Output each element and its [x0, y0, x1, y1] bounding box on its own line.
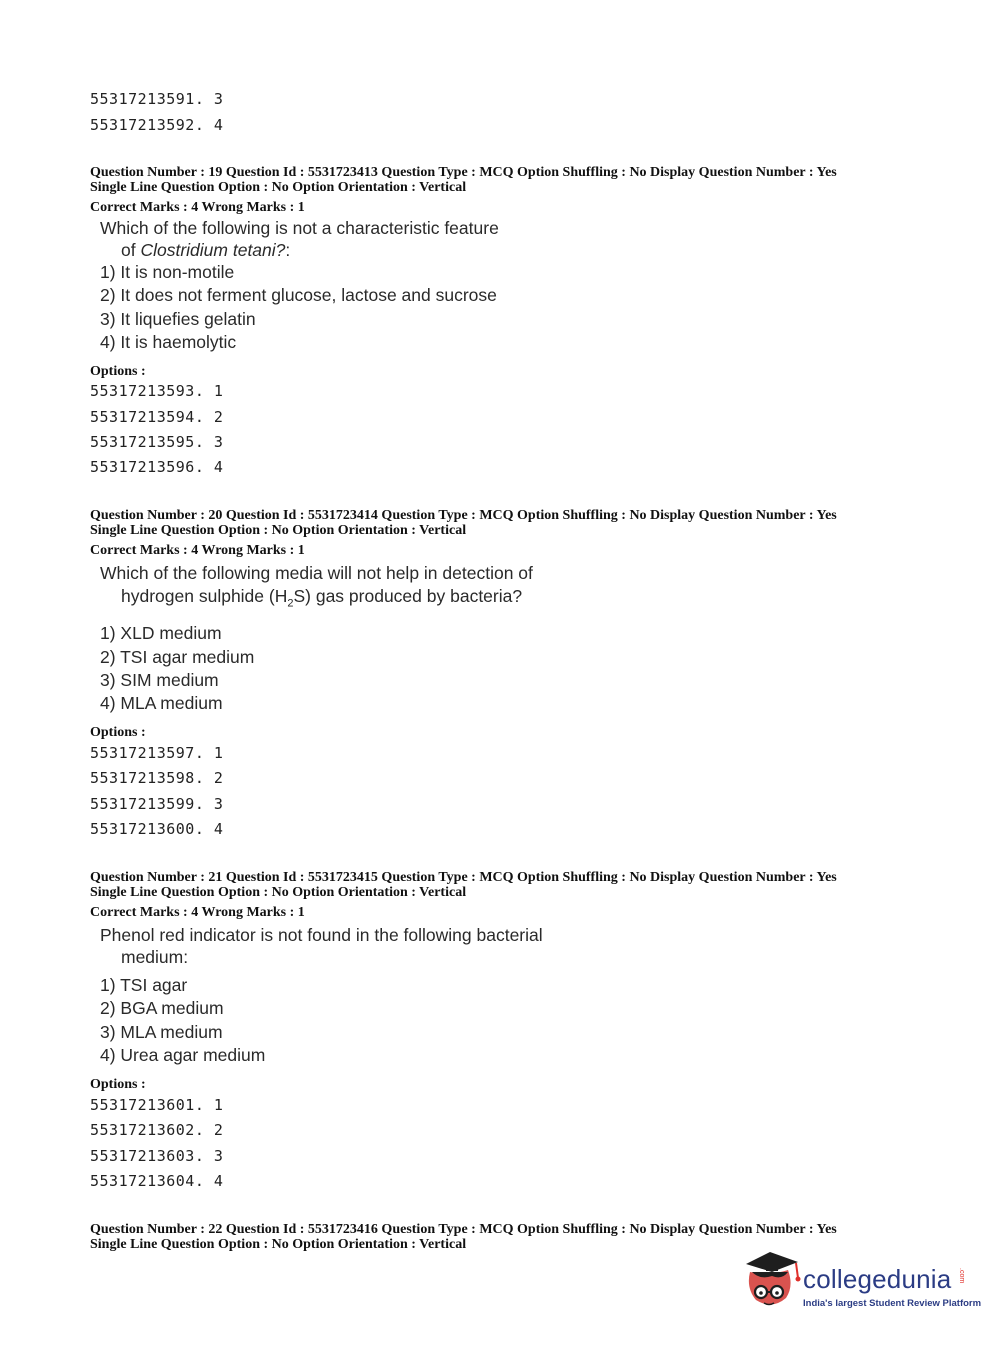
- option-line: 55317213593. 1: [90, 382, 224, 400]
- options-label: Options :: [90, 1077, 146, 1092]
- option-line: 55317213604. 4: [90, 1172, 224, 1190]
- logo-tagline: India's largest Student Review Platform: [803, 1298, 982, 1309]
- choice-item: 4) Urea agar medium: [100, 1045, 266, 1065]
- choice-item: 2) It does not ferment glucose, lactose and sucrose: [100, 285, 497, 305]
- choice-item: 4) It is haemolytic: [100, 332, 237, 352]
- question-marks: Correct Marks : 4 Wrong Marks : 1: [90, 200, 305, 215]
- question-text-line2: hydrogen sulphide $(H_2S)$ gas produced by bacteria?: [121, 586, 523, 610]
- option-line: 55317213598. 2: [90, 769, 224, 787]
- option-line: 55317213599. 3: [90, 795, 224, 813]
- question-meta-line1: Question Number : 20 Question Id : 5531723414 Question Type : MCQ Option Shuffling : No Display Question Number : Yes: [90, 508, 837, 523]
- option-line: 55317213602. 2: [90, 1121, 224, 1139]
- option-line: 55317213592. 4: [90, 116, 224, 134]
- question-meta-line2: Single Line Question Option : No Option Orientation : Vertical: [90, 180, 467, 195]
- question-meta-line2: Single Line Question Option : No Option Orientation : Vertical: [90, 1237, 467, 1252]
- choice-item: 1) It is non-motile: [100, 262, 235, 282]
- question-meta-line1: Question Number : 19 Question Id : 5531723413 Question Type : MCQ Option Shuffling : No Display Question Number : Yes: [90, 165, 837, 180]
- choice-item: 1) XLD medium: [100, 623, 222, 643]
- question-meta-line2: Single Line Question Option : No Option Orientation : Vertical: [90, 523, 467, 538]
- collegedunia-logo: [742, 1250, 982, 1320]
- logo-suffix: .com: [958, 1268, 965, 1284]
- question-text-line2: of Clostridium tetani?:: [121, 240, 291, 260]
- choice-item: 3) SIM medium: [100, 670, 219, 690]
- choice-item: 2) BGA medium: [100, 998, 224, 1018]
- question-text-line1: Which of the following is not a characteristic feature: [100, 218, 499, 238]
- choice-item: 3) It liquefies gelatin: [100, 309, 256, 329]
- question-text-line1: Which of the following media will not help in detection of: [100, 563, 533, 583]
- choice-item: 4) MLA medium: [100, 693, 223, 713]
- question-text-line1: Phenol red indicator is not found in the following bacterial: [100, 925, 543, 945]
- question-meta-line1: Question Number : 22 Question Id : 5531723416 Question Type : MCQ Option Shuffling : No Display Question Number : Yes: [90, 1222, 837, 1237]
- option-line: 55317213596. 4: [90, 458, 224, 476]
- choice-item: 1) TSI agar: [100, 975, 188, 995]
- choice-item: 3) MLA medium: [100, 1022, 223, 1042]
- question-meta-line2: Single Line Question Option : No Option Orientation : Vertical: [90, 885, 467, 900]
- question-meta-line1: Question Number : 21 Question Id : 5531723415 Question Type : MCQ Option Shuffling : No Display Question Number : Yes: [90, 870, 837, 885]
- option-line: 55317213603. 3: [90, 1147, 224, 1165]
- option-line: 55317213594. 2: [90, 408, 224, 426]
- student-mascot-icon: [742, 1250, 804, 1316]
- question-text-line2: medium:: [121, 947, 189, 967]
- choice-item: 2) TSI agar medium: [100, 647, 255, 667]
- options-label: Options :: [90, 364, 146, 379]
- option-line: 55317213601. 1: [90, 1096, 224, 1114]
- options-label: Options :: [90, 725, 146, 740]
- logo-wordmark: collegedunia: [803, 1264, 952, 1294]
- option-line: 55317213591. 3: [90, 90, 224, 108]
- question-marks: Correct Marks : 4 Wrong Marks : 1: [90, 543, 305, 558]
- option-line: 55317213595. 3: [90, 433, 224, 451]
- question-marks: Correct Marks : 4 Wrong Marks : 1: [90, 905, 305, 920]
- option-line: 55317213600. 4: [90, 820, 224, 838]
- option-line: 55317213597. 1: [90, 744, 224, 762]
